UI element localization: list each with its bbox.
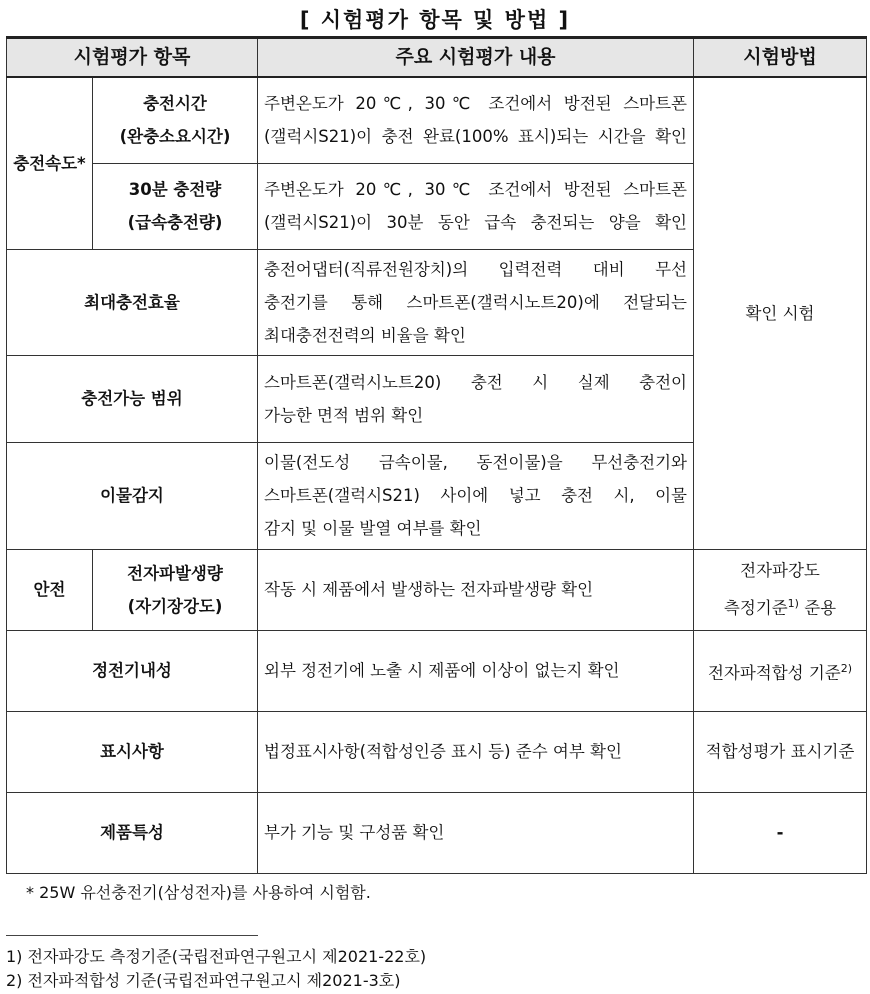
desc-max-efficiency: 충전어댑터(직류전원장치)의 입력전력 대비 무선 충전기를 통해 스마트폰(갤럭시노트20)에 전달되는 최대충전전력의 비율을 확인 [258, 249, 694, 355]
group-charge-speed: 충전속도* [7, 77, 93, 249]
table-row [7, 549, 867, 630]
table-row [7, 792, 867, 873]
table-row [7, 77, 867, 163]
desc-charge-time: 주변온도가 20℃, 30℃ 조건에서 방전된 스마트폰 (갤럭시S21)이 충전 완료(100% 표시)되는 시간을 확인 [258, 77, 694, 163]
desc-foreign-detect: 이물(전도성 금속이물, 동전이물)을 무선충전기와 스마트폰(갤럭시S21) 사이에 넣고 충전 시, 이물 감지 및 이물 발열 여부를 확인 [258, 442, 694, 549]
desc-feature: 부가 기능 및 구성품 확인 [258, 792, 694, 873]
evaluation-table [6, 36, 867, 874]
footnote-1: 1) 전자파강도 측정기준(국립전파연구원고시 제2021-22호) [6, 947, 427, 966]
table-row [7, 711, 867, 792]
item-max-efficiency: 최대충전효율 [7, 249, 258, 355]
item-charge-time: 충전시간 (완충소요시간) [93, 77, 258, 163]
page-title: [ 시험평가 항목 및 방법 ] [299, 8, 571, 32]
item-emf: 전자파발생량 (자기장강도) [93, 549, 258, 630]
header-method: 시험방법 [694, 38, 867, 78]
desc-esd: 외부 정전기에 노출 시 제품에 이상이 없는지 확인 [258, 630, 694, 711]
header-content: 주요 시험평가 내용 [258, 38, 694, 78]
item-foreign-detect: 이물감지 [7, 442, 258, 549]
method-label: 적합성평가 표시기준 [694, 711, 867, 792]
desc-charge-range: 스마트폰(갤럭시노트20) 충전 시 실제 충전이 가능한 면적 범위 확인 [258, 355, 694, 442]
table-row [7, 630, 867, 711]
item-label: 표시사항 [7, 711, 258, 792]
footnote-2: 2) 전자파적합성 기준(국립전파연구원고시 제2021-3호) [6, 971, 401, 990]
desc-label: 법정표시사항(적합성인증 표시 등) 준수 여부 확인 [258, 711, 694, 792]
item-charge-range: 충전가능 범위 [7, 355, 258, 442]
table-header-row [7, 38, 867, 78]
desc-30min-charge: 주변온도가 20℃, 30℃ 조건에서 방전된 스마트폰 (갤럭시S21)이 30분 동안 급속 충전되는 양을 확인 [258, 163, 694, 249]
table-note: * 25W 유선충전기(삼성전자)를 사용하여 시험함. [26, 883, 371, 902]
footnote-divider [6, 935, 258, 936]
group-safety: 안전 [7, 549, 93, 630]
method-check-test: 확인 시험 [694, 77, 867, 549]
item-30min-charge: 30분 충전량 (급속충전량) [93, 163, 258, 249]
item-esd: 정전기내성 [7, 630, 258, 711]
desc-emf: 작동 시 제품에서 발생하는 전자파발생량 확인 [258, 549, 694, 630]
header-item: 시험평가 항목 [7, 38, 258, 78]
method-feature: - [694, 792, 867, 873]
method-esd: 전자파적합성 기준$^{2)}$ [694, 630, 867, 711]
item-feature: 제품특성 [7, 792, 258, 873]
method-emf: 전자파강도 측정기준$^{1)}$ 준용 [694, 549, 867, 630]
